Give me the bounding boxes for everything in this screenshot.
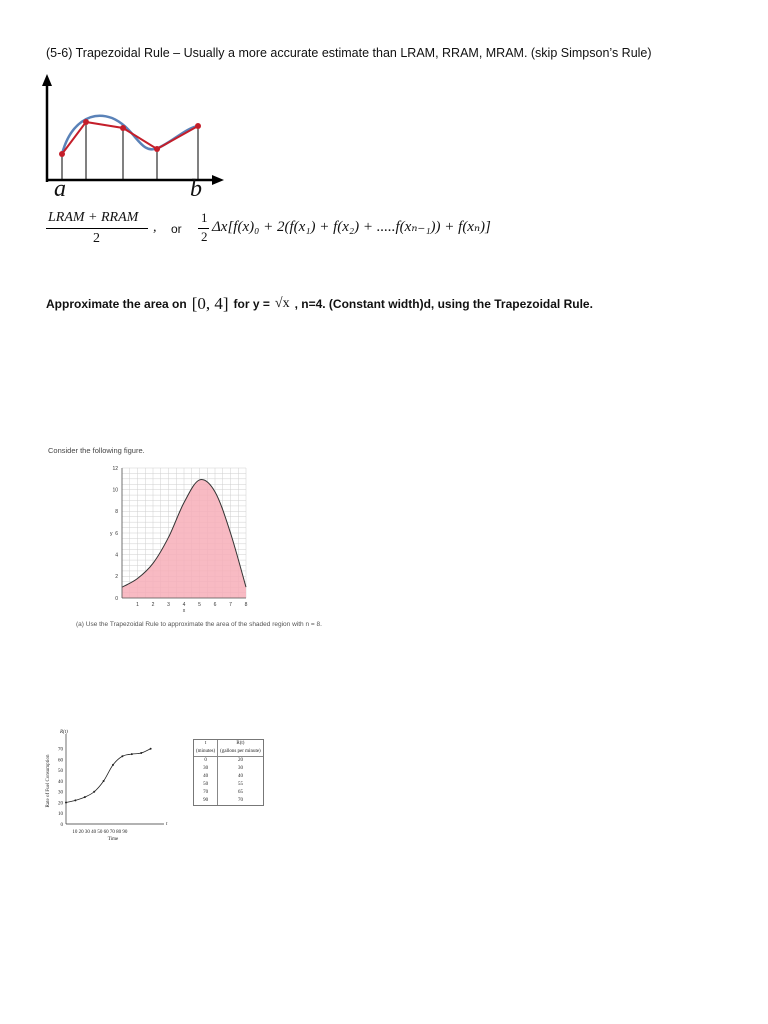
figure2-caption: Consider the following figure.: [48, 446, 145, 455]
y-axis-arrow-icon: [42, 74, 52, 86]
x-axis-arrow-icon: [212, 175, 224, 185]
table-row: [194, 781, 263, 789]
problem-middle: for y =: [233, 297, 270, 311]
fuel-y-tick: 20: [58, 801, 63, 807]
fuel-curve: [66, 749, 151, 803]
fraction-bar: [46, 228, 148, 229]
table-header-t: t: [204, 741, 207, 746]
table-cell: 40: [218, 773, 263, 781]
fuel-point: [131, 753, 133, 755]
fuel-point: [112, 764, 114, 766]
fuel-y-tick: 10: [58, 812, 63, 818]
y-axis-label: y: [110, 531, 113, 537]
fuel-point: [93, 791, 95, 793]
y-tick-label: 10: [112, 487, 118, 494]
fuel-point: [74, 799, 76, 801]
page-heading: (5-6) Trapezoidal Rule – Usually a more accurate estimate than LRAM, RRAM, MRAM. (skip Simpson’s Rule): [46, 46, 652, 60]
half-numerator: 1: [201, 210, 208, 225]
fuel-y-tick: 50: [58, 769, 63, 775]
x-tick-label: 6: [213, 602, 217, 608]
trapezoid-tops: [62, 122, 198, 154]
x-axis-label: x: [182, 608, 186, 614]
fuel-y-title: Rate of Fuel Consumption: [46, 754, 51, 808]
table-cell: 30: [218, 765, 263, 773]
formula-denominator: 2: [93, 231, 100, 246]
table-row: [194, 789, 263, 797]
fuel-chart: [40, 728, 180, 846]
table-subheader-t: (minutes): [194, 748, 218, 757]
table-header-rt: R(t): [218, 740, 263, 748]
fuel-y-tick: 70: [58, 747, 63, 753]
label-a: a: [54, 176, 66, 202]
table-row: [194, 765, 263, 773]
figure2-question: (a) Use the Trapezoidal Rule to approximate the area of the shaded region with n = 8.: [76, 621, 322, 628]
fuel-point: [84, 796, 86, 798]
problem-interval: [0, 4]: [191, 294, 229, 313]
problem-prefix: Approximate the area on: [46, 297, 187, 311]
x-tick-label: 8: [244, 602, 248, 608]
y-tick-label: 4: [115, 552, 118, 559]
formula-expression: Δx[f(x)₀ + 2(f(x₁) + f(x₂) + .....f(xₙ₋₁)) + f(xₙ)]: [212, 219, 491, 235]
x-tick-label: 5: [198, 602, 201, 608]
x-tick-label: 4: [182, 602, 186, 608]
formula-comma: ,: [153, 220, 157, 235]
problem-statement: [46, 294, 593, 314]
formula-numerator: LRAM + RRAM: [48, 210, 139, 225]
fuel-x-title: Time: [107, 837, 119, 842]
table-subheader-rt: (gallons per minute): [218, 748, 263, 757]
area-chart: [104, 462, 256, 614]
function-curve: [62, 116, 198, 154]
formula-or: or: [171, 222, 182, 236]
table-row: [194, 773, 263, 781]
table-cell: 90: [203, 798, 209, 803]
fuel-point: [65, 802, 67, 804]
label-b: b: [190, 176, 202, 202]
fuel-y-tick: 60: [58, 758, 63, 764]
fuel-point: [150, 748, 152, 750]
fuel-y-tick: 0: [60, 822, 63, 828]
y-tick-label: 8: [115, 509, 118, 516]
fuel-point: [140, 752, 142, 754]
table-cell: 40: [203, 774, 209, 779]
table-cell: 30: [203, 766, 209, 771]
fuel-y-tick: 30: [58, 790, 63, 796]
table-cell: 65: [218, 789, 263, 797]
x-tick-label: 2: [151, 602, 155, 608]
table-cell: 70: [203, 790, 209, 795]
fuel-y-tick: 40: [58, 779, 63, 785]
fuel-x-ticks: 10 20 30 40 50 60 70 80 90: [72, 830, 128, 835]
table-cell: 50: [203, 782, 209, 787]
y-tick-label: 6: [115, 530, 118, 537]
fuel-x-label: t: [166, 822, 168, 827]
y-tick-label: 12: [112, 465, 118, 472]
problem-sqrt: √x: [274, 296, 290, 311]
problem-suffix: , n=4. (Constant width)d, using the Trapezoidal Rule.: [294, 297, 593, 311]
table-cell: 70: [218, 797, 263, 805]
fuel-table: [194, 740, 263, 805]
fuel-table-wrap: [193, 739, 264, 806]
y-tick-label: 2: [115, 574, 118, 581]
fuel-point: [103, 780, 105, 782]
table-row: [194, 797, 263, 805]
half-denominator: 2: [201, 229, 208, 244]
table-cell: 20: [218, 757, 263, 766]
x-tick-label: 7: [229, 602, 232, 608]
y-tick-label: 0: [115, 595, 118, 602]
table-cell: 55: [218, 781, 263, 789]
table-row: [194, 757, 263, 766]
fuel-y-label: R(t): [60, 730, 68, 735]
x-tick-label: 1: [136, 602, 139, 608]
x-tick-label: 3: [167, 602, 170, 608]
table-cell: 0: [204, 758, 207, 763]
fuel-point: [121, 755, 123, 757]
